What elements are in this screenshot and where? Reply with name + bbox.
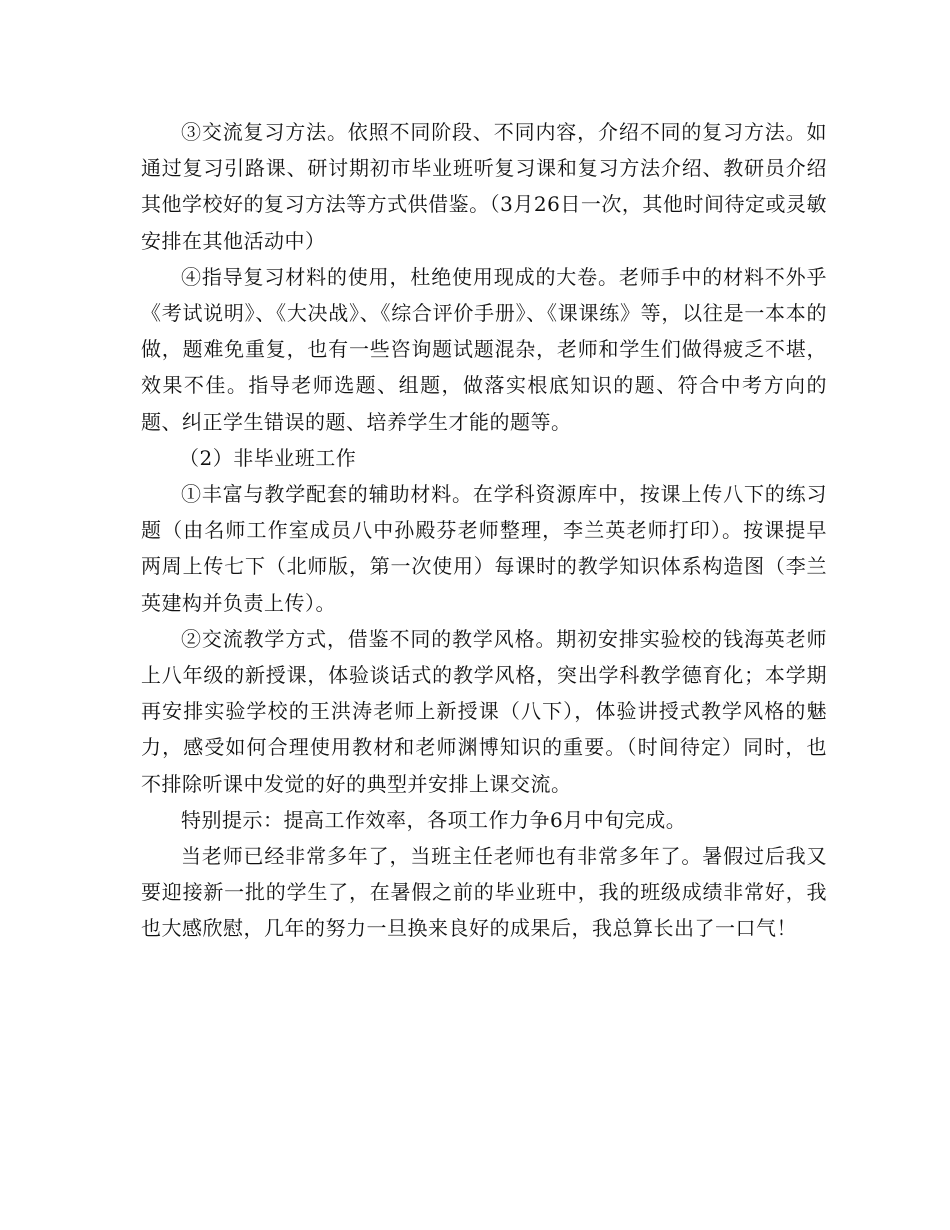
paragraph-special-note: 特别提示：提高工作效率，各项工作力争6月中旬完成。	[181, 807, 687, 832]
section-heading-non-graduating: （2）非毕业班工作	[179, 445, 357, 470]
paragraph-reflection: 当老师已经非常多年了，当班主任老师也有非常多年了。暑假过后我又要迎接新一批的学生了，在暑假之前的毕业班中，我的班级成绩非常好，我也大感欣慰，几年的努力一旦换来良好的成果后，我总算长出了一口气！	[141, 844, 827, 941]
document-page	[141, 114, 827, 947]
paragraph-review-methods: ③交流复习方法。依照不同阶段、不同内容，介绍不同的复习方法。如通过复习引路课、研讨期初市毕业班听复习课和复习方法介绍、教研员介绍其他学校好的复习方法等方式供借鉴。（3月26日一次，其他时间待定或灵敏安排在其他活动中）	[141, 120, 827, 253]
paragraph-teaching-materials: ①丰富与教学配套的辅助材料。在学科资源库中，按课上传八下的练习题（由名师工作室成员八中孙殿芬老师整理，李兰英老师打印）。按课提早两周上传七下（北师版，第一次使用）每课时的教学知识体系构造图（李兰英建构并负责上传）。	[141, 482, 827, 615]
paragraph-review-materials: ④指导复习材料的使用，杜绝使用现成的大卷。老师手中的材料不外乎《考试说明》、《大决战》、《综合评价手册》、《课课练》等，以往是一本本的做，题难免重复，也有一些咨询题试题混杂，老师和学生们做得疲乏不堪，效果不佳。指导老师选题、组题，做落实根底知识的题、符合中考方向的题、纠正学生错误的题、培养学生才能的题等。	[141, 264, 827, 434]
paragraph-teaching-styles: ②交流教学方式，借鉴不同的教学风格。期初安排实验校的钱海英老师上八年级的新授课，体验谈话式的教学风格，突出学科教学德育化；本学期再安排实验学校的王洪涛老师上新授课（八下），体验讲授式教学风格的魅力，感受如何合理使用教材和老师渊博知识的重要。（时间待定）同时，也不排除听课中发觉的好的典型并安排上课交流。	[141, 626, 827, 796]
